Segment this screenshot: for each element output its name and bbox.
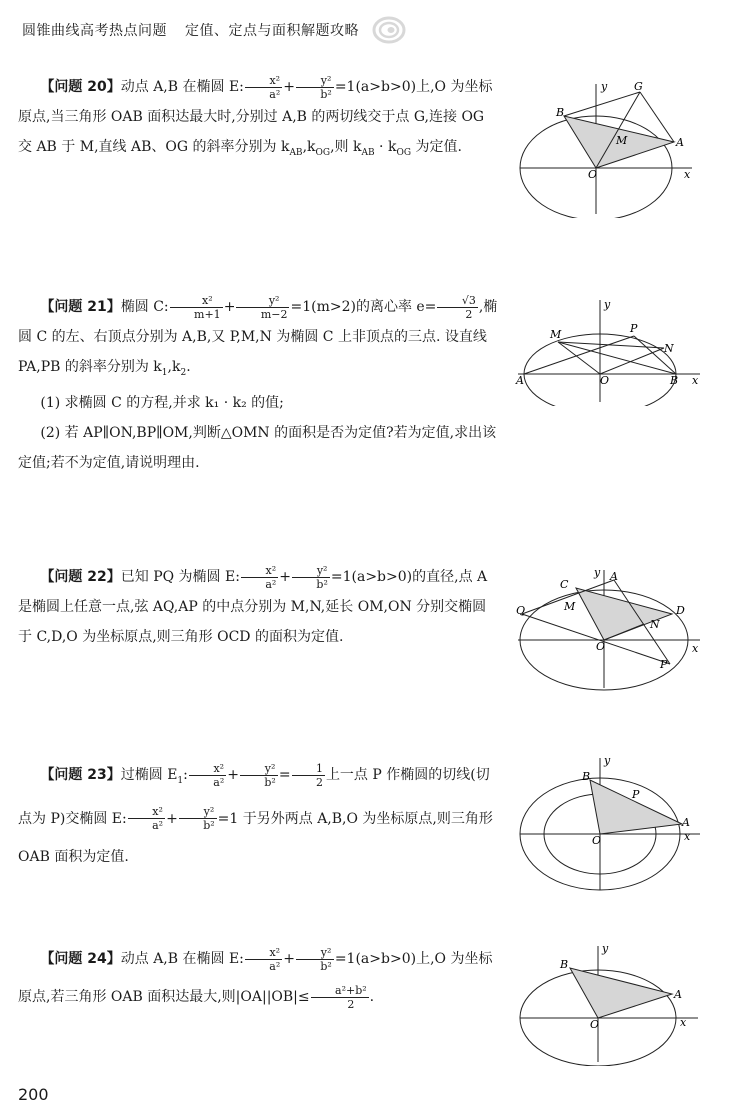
fraction: $\frac{\text{x²}}{\text{a²}}$ <box>189 762 226 789</box>
problem-tag: 【问题 24】 <box>40 951 121 967</box>
label-G: G <box>634 80 643 93</box>
section-title: 定值、定点与面积解题攻略 <box>185 23 359 39</box>
svg-text:A: A <box>610 570 618 583</box>
fraction: $\frac{\text{y²}}{m-2}$ <box>236 294 289 321</box>
fraction: $\frac{\text{y²}}{\text{b²}}$ <box>292 564 330 591</box>
page-number: 200 <box>18 1085 49 1104</box>
fraction: $\frac{\text{y²}}{\text{b²}}$ <box>179 805 217 832</box>
svg-text:Q: Q <box>516 604 526 617</box>
problem-tag: 【问题 21】 <box>40 299 121 315</box>
book-title: 圆锥曲线高考热点问题 <box>22 23 167 39</box>
svg-text:A: A <box>682 816 690 829</box>
svg-text:x: x <box>692 642 699 655</box>
svg-text:P: P <box>660 658 668 671</box>
problem-21: 【问题 21】椭圆 C: $\frac{\text{x²}}{m+1}$ + $\frac{\text{y²}}{m-2}$ =1(m>2)的离心率 e= $\frac{√3}{2}$ ,椭圆 C 的左、右顶点分别为 A,B,又 P,M,N 为椭圆 C 上非顶点的三点. 设直线 PA,PB 的斜率分别为 $k_1,k_2$. (1) 求椭圆 C 的方程,并求 k₁ · k₂ 的值; (2) 若 AP∥ON,BP∥OM,判断△OMN 的面积是否为定值?若为定值,求出该定值;若不为定值,请说明理由. <box>18 292 500 478</box>
figure-problem-21 <box>514 296 704 410</box>
fraction: $\frac{1}{2}$ <box>292 762 325 789</box>
fraction: $\frac{\text{a²+b²}}{2}$ <box>311 984 369 1011</box>
problem-tag: 【问题 20】 <box>40 79 121 95</box>
problem-tag: 【问题 23】 <box>40 767 121 783</box>
svg-text:y: y <box>594 566 601 579</box>
fraction: $\frac{\text{x²}}{\text{a²}}$ <box>245 74 282 101</box>
label-A: A <box>676 136 684 149</box>
sub-question-2: (2) 若 AP∥ON,BP∥OM,判断△OMN 的面积是否为定值?若为定值,求出该定值;若不为定值,请说明理由. <box>18 424 497 471</box>
fraction: $\frac{\text{y²}}{\text{b²}}$ <box>240 762 278 789</box>
svg-text:C: C <box>560 578 569 591</box>
figure-problem-24 <box>516 942 700 1070</box>
figure-problem-22 <box>514 566 704 696</box>
svg-text:B: B <box>560 958 569 971</box>
swirl-logo-icon <box>372 16 406 44</box>
label-M: M <box>616 134 628 147</box>
svg-text:N: N <box>650 618 660 631</box>
svg-text:O: O <box>600 374 610 387</box>
svg-text:A: A <box>674 988 682 1001</box>
figure-problem-23 <box>516 754 704 898</box>
svg-text:D: D <box>676 604 685 617</box>
svg-text:A: A <box>516 374 524 387</box>
label-O: O <box>588 168 598 181</box>
problem-20: 【问题 20】动点 A,B 在椭圆 E: $\frac{\text{x²}}{\text{a²}}$ + $\frac{\text{y²}}{\text{b²}}$ =1(a>b>0)上,O 为坐标原点,当三角形 OAB 面积达最大时,分别过 A,B 的两切线交于点 G,连接 OG 交 AB 于 M,直线 AB、OG 的斜率分别为 $k_{AB},k_{OG}$,则 $k_{AB} \cdot k_{OG}$ 为定值. <box>18 73 493 158</box>
fraction: $\frac{\text{y²}}{\text{b²}}$ <box>296 946 334 973</box>
svg-text:x: x <box>684 830 691 843</box>
running-header <box>22 20 359 40</box>
fraction: $\frac{\text{x²}}{m+1}$ <box>170 294 223 321</box>
svg-text:M: M <box>564 600 576 613</box>
fraction: $\frac{\text{x²}}{\text{a²}}$ <box>128 805 165 832</box>
svg-text:O: O <box>592 834 602 847</box>
svg-text:P: P <box>630 322 638 335</box>
svg-text:y: y <box>602 942 609 955</box>
svg-text:O: O <box>590 1018 600 1031</box>
svg-text:y: y <box>604 298 611 311</box>
sub-question-1: (1) 求椭圆 C 的方程,并求 k₁ · k₂ 的值; <box>40 394 284 411</box>
label-x: x <box>684 168 691 181</box>
svg-text:N: N <box>664 342 674 355</box>
svg-text:M: M <box>550 328 562 341</box>
problem-23: 【问题 23】过椭圆 $E_1$: $\frac{\text{x²}}{\text{a²}}$ + $\frac{\text{y²}}{\text{b²}}$ = $\frac{1}{2}$ 上一点 P 作椭圆的切线(切点为 P)交椭圆 E: $\frac{\text{x²}}{\text{a²}}$ + $\frac{\text{y²}}{\text{b²}}$ =1 于另外两点 A,B,O 为坐标原点,则三角形 OAB 面积为定值. <box>18 761 493 865</box>
fraction: $\frac{\text{x²}}{\text{a²}}$ <box>241 564 278 591</box>
svg-text:P: P <box>632 788 640 801</box>
label-y: y <box>601 80 608 93</box>
fraction: $\frac{\text{x²}}{\text{a²}}$ <box>245 946 282 973</box>
svg-text:x: x <box>680 1016 687 1029</box>
svg-text:y: y <box>604 754 611 767</box>
svg-text:B: B <box>582 770 591 783</box>
svg-text:O: O <box>596 640 606 653</box>
problem-tag: 【问题 22】 <box>40 569 121 585</box>
problem-24: 【问题 24】动点 A,B 在椭圆 E: $\frac{\text{x²}}{\text{a²}}$ + $\frac{\text{y²}}{\text{b²}}$ =1(a>b>0)上,O 为坐标原点,若三角形 OAB 面积达最大,则|OA||OB|≤ $\frac{\text{a²+b²}}{2}$ . <box>18 945 493 1011</box>
fraction: $\frac{√3}{2}$ <box>437 294 477 321</box>
label-B: B <box>556 106 565 119</box>
fraction: $\frac{\text{y²}}{\text{b²}}$ <box>296 74 334 101</box>
problem-22: 【问题 22】已知 PQ 为椭圆 E: $\frac{\text{x²}}{\text{a²}}$ + $\frac{\text{y²}}{\text{b²}}$ =1(a>b>0)的直径,点 A 是椭圆上任意一点,弦 AQ,AP 的中点分别为 M,N,延长 OM,ON 分别交椭圆于 C,D,O 为坐标原点,则三角形 OCD 的面积为定值. <box>18 563 488 645</box>
svg-text:x: x <box>692 374 699 387</box>
figure-problem-20 <box>516 78 698 222</box>
svg-text:B: B <box>670 374 679 387</box>
